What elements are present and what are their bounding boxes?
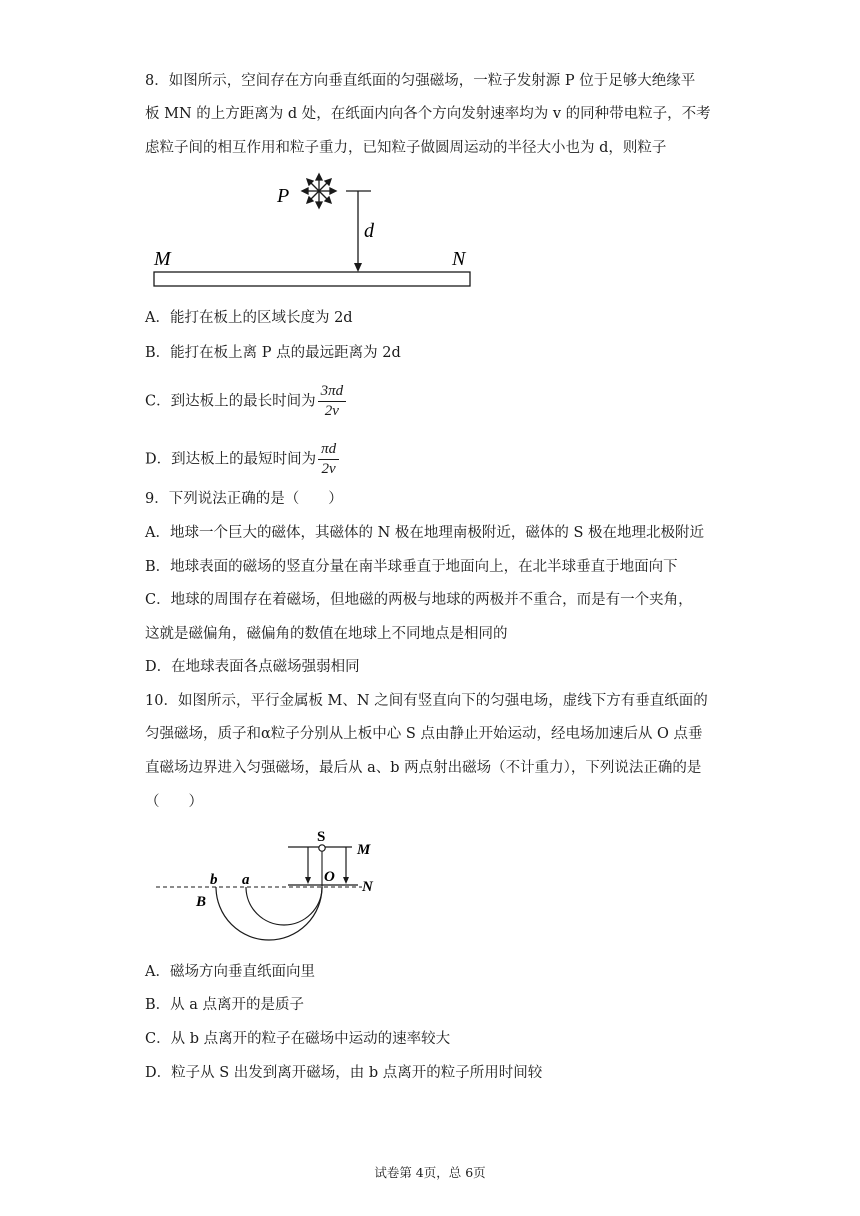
label-n: N (452, 248, 466, 270)
q8-option-c-fraction (318, 382, 347, 421)
label-a: a (242, 872, 250, 888)
label-b: b (210, 872, 218, 888)
q9-option-b: B．地球表面的磁场的竖直分量在南半球垂直于地面向上，在北半球垂直于地面向下 (145, 559, 678, 575)
trajectory-b (216, 887, 322, 940)
page-footer: 试卷第 4页，总 6页 (374, 1165, 486, 1180)
label-s: S (317, 829, 326, 845)
q10-option-c: C．从 b 点离开的粒子在磁场中运动的速率较大 (145, 1031, 451, 1047)
q8-option-c-denominator: 2v (324, 403, 339, 419)
label-m: M (357, 842, 371, 858)
q10-stem-line-1: 10．如图所示，平行金属板 M、N 之间有竖直向下的匀强电场，虚线下方有垂直纸面的 (145, 693, 708, 709)
q9-option-c-line-2: 这就是磁偏角，磁偏角的数值在地球上不同地点是相同的 (145, 626, 508, 642)
q8-option-d-fraction (318, 440, 339, 479)
label-m: M (154, 248, 171, 270)
q10-stem-line-3: 直磁场边界进入匀强磁场，最后从 a、b 两点射出磁场（不计重力），下列说法正确的是 (145, 760, 702, 776)
insulating-plate (154, 272, 470, 286)
q9-stem: 9．下列说法正确的是（ ） (145, 491, 343, 507)
q8-option-c-text: C．到达板上的最长时间为 (145, 393, 316, 410)
label-d: d (364, 220, 374, 242)
q8-option-d (145, 440, 339, 479)
label-n: N (362, 879, 373, 895)
q8-stem-line-3: 虑粒子间的相互作用和粒子重力，已知粒子做圆周运动的半径大小也为 d，则粒子 (145, 140, 667, 156)
distance-arrowhead (354, 263, 362, 272)
q10-option-d: D．粒子从 S 出发到离开磁场，由 b 点离开的粒子所用时间较 (145, 1065, 543, 1081)
q9-option-a: A．地球一个巨大的磁体，其磁体的 N 极在地理南极附近，磁体的 S 极在地理北极附近 (145, 525, 705, 541)
field-arrowhead-left (305, 877, 311, 884)
q9-option-d: D．在地球表面各点磁场强弱相同 (145, 659, 360, 675)
q8-option-b: B．能打在板上离 P 点的最远距离为 2d (145, 345, 401, 361)
q8-option-a: A．能打在板上的区域长度为 2d (145, 310, 353, 326)
q10-figure (150, 826, 390, 946)
label-o: O (324, 869, 335, 885)
q8-stem-line-1: 8．如图所示，空间存在方向垂直纸面的匀强磁场，一粒子发射源 P 位于足够大绝缘平 (145, 73, 696, 89)
q8-option-d-denominator: 2v (321, 461, 336, 477)
particle-source-icon (302, 174, 336, 208)
q10-option-b: B．从 a 点离开的是质子 (145, 997, 305, 1013)
q8-option-c (145, 382, 346, 421)
q8-option-d-numerator: πd (318, 440, 339, 460)
q8-option-c-numerator: 3πd (318, 382, 347, 402)
field-arrowhead-right (343, 877, 349, 884)
q8-figure (145, 168, 485, 293)
q8-option-d-text: D．到达板上的最短时间为 (145, 451, 317, 468)
q10-option-a: A．磁场方向垂直纸面向里 (145, 964, 315, 980)
point-s (319, 845, 325, 851)
q10-stem-line-2: 匀强磁场，质子和α粒子分别从上板中心 S 点由静止开始运动，经电场加速后从 O 点垂 (145, 726, 703, 742)
q9-option-c-line-1: C．地球的周围存在着磁场，但地磁的两极与地球的两极并不重合，而是有一个夹角， (145, 592, 693, 608)
label-p: P (277, 185, 290, 207)
q8-stem-line-2: 板 MN 的上方距离为 d 处，在纸面内向各个方向发射速率均为 v 的同种带电粒子，不考 (145, 106, 711, 122)
label-field-b: B (196, 894, 207, 910)
q10-stem-line-4: （ ） (145, 794, 203, 810)
